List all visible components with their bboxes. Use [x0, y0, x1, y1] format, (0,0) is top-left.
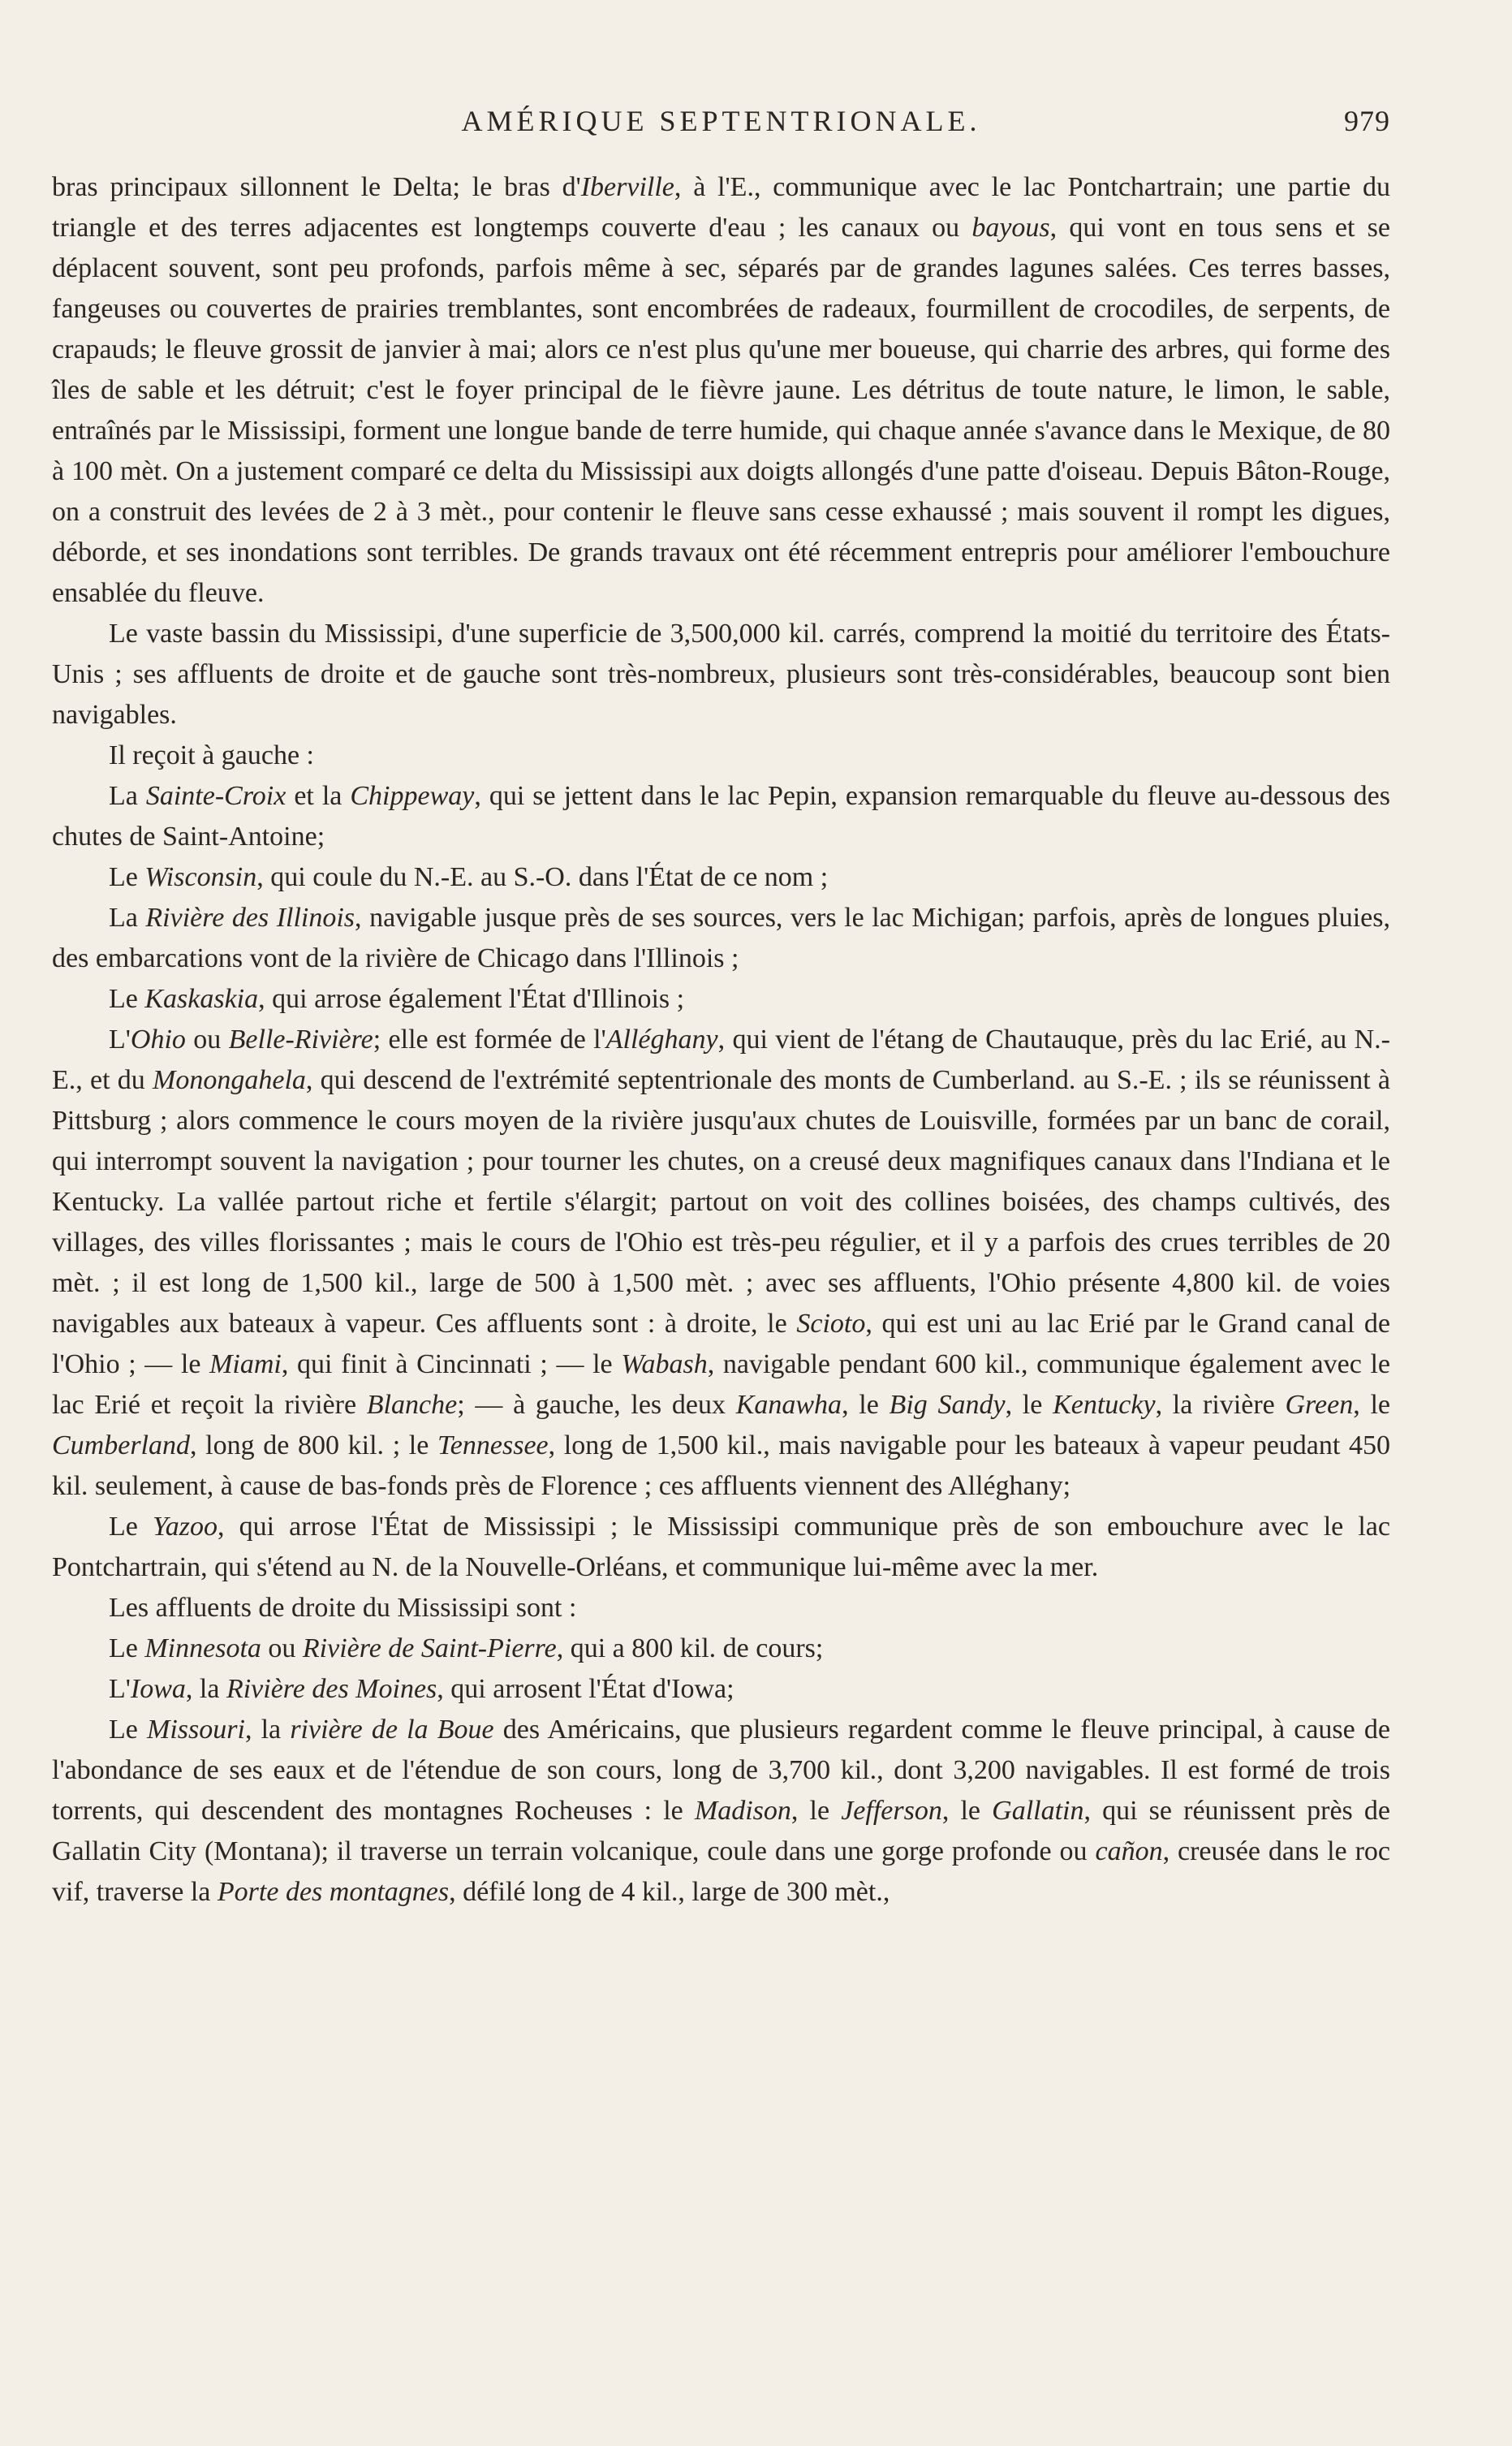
paragraph: La Rivière des Illinois, navigable jusque près de ses sources, vers le lac Michigan; parfois, après de longues pluies, des embarcations vont de la rivière de Chicago dans l'Illinois ;: [52, 903, 1391, 973]
italic-term: Rivière de Saint-Pierre: [302, 1633, 557, 1663]
italic-term: Belle-Rivière: [228, 1025, 373, 1055]
paragraph: Il reçoit à gauche :: [109, 740, 314, 770]
italic-term: Kaskaskia: [144, 984, 259, 1014]
italic-term: Rivière des Moines: [226, 1674, 437, 1704]
italic-term: Monongahela: [153, 1065, 306, 1095]
paragraph: Les affluents de droite du Mississipi sont :: [109, 1593, 577, 1623]
italic-term: Chippeway: [350, 781, 475, 811]
italic-term: Minnesota: [144, 1633, 261, 1663]
italic-term: Ohio: [130, 1025, 186, 1055]
paragraph: Le Minnesota ou Rivière de Saint-Pierre, qui a 800 kil. de cours;: [109, 1633, 824, 1663]
paragraph: Le Wisconsin, qui coule du N.-E. au S.-O. dans l'État de ce nom ;: [109, 862, 829, 892]
italic-term: rivière de la Boue: [290, 1715, 494, 1745]
italic-term: Madison: [694, 1796, 791, 1826]
italic-term: Tennessee: [437, 1430, 549, 1460]
italic-term: Scioto: [796, 1309, 866, 1339]
italic-term: cañon: [1095, 1836, 1163, 1866]
italic-term: Wisconsin: [144, 862, 257, 892]
page-number: 979: [1344, 105, 1390, 137]
paragraph: Le vaste bassin du Mississipi, d'une superficie de 3,500,000 kil. carrés, comprend la moitié du territoire des États-Unis ; ses affluents de droite et de gauche sont très-nombreux, plusieurs sont très-considérables, beaucoup sont bien navigables.: [52, 619, 1390, 730]
italic-term: Gallatin: [992, 1796, 1084, 1826]
paragraph: Le Kaskaskia, qui arrose également l'État d'Illinois ;: [109, 984, 685, 1014]
italic-term: Green: [1285, 1390, 1354, 1420]
italic-term: bayous: [971, 213, 1050, 243]
paragraph: bras principaux sillonnent le Delta; le bras d'Iberville, à l'E., communique avec le lac Pontchartrain; une partie du triangle et des terres adjacentes est longtemps couverte d'eau ; les canaux ou bayous, qui vont en tous sens et se déplacent souvent, sont peu profonds, parfois même à sec, séparés par de grandes lagunes salées. Ces terres basses, fangeuses ou couvertes de prairies tremblantes, sont encombrées de radeaux, fourmillent de crocodiles, de serpents, de crapauds; le fleuve grossit de janvier à mai; alors ce n'est plus qu'une mer boueuse, qui charrie des arbres, qui forme des îles de sable et les détruit; c'est le foyer principal de le fièvre jaune. Les détritus de toute nature, le limon, le sable, entraînés par le Mississipi, forment une longue bande de terre humide, qui chaque année s'avance dans le Mexique, de 80 à 100 mèt. On a justement comparé ce delta du Mississipi aux doigts allongés d'une patte d'oiseau. Depuis Bâton-Rouge, on a construit des levées de 2 à 3 mèt., pour contenir le fleuve sans cesse exhaussé ; mais souvent il rompt les digues, déborde, et ses inondations sont terribles. De grands travaux ont été récemment entrepris pour améliorer l'embouchure ensablée du fleuve.: [52, 172, 1390, 608]
italic-term: Blanche: [366, 1390, 458, 1420]
italic-term: Porte des montagnes: [217, 1877, 450, 1907]
italic-term: Iowa: [130, 1674, 186, 1704]
italic-term: Jefferson: [841, 1796, 942, 1826]
italic-term: Iberville: [580, 172, 674, 202]
paragraph: La Sainte-Croix et la Chippeway, qui se jettent dans le lac Pepin, expansion remarquable du fleuve au-dessous des chutes de Saint-Antoine;: [52, 781, 1391, 852]
paragraph: Le Yazoo, qui arrose l'État de Mississipi ; le Mississipi communique près de son embouchure avec le lac Pontchartrain, qui s'étend au N. de la Nouvelle-Orléans, et communique lui-même avec la mer.: [52, 1512, 1390, 1582]
paragraph: Le Missouri, la rivière de la Boue des Américains, que plusieurs regardent comme le fleuve principal, à cause de l'abondance de ses eaux et de l'étendue de son cours, long de 3,700 kil., dont 3,200 navigables. Il est formé de trois torrents, qui descendent des montagnes Rocheuses : le Madison, le Jefferson, le Gallatin, qui se réunissent près de Gallatin City (Montana); il traverse un terrain volcanique, coule dans une gorge profonde ou cañon, creusée dans le roc vif, traverse la Porte des montagnes, défilé long de 4 kil., large de 300 mèt.,: [52, 1715, 1391, 1907]
body-text: [52, 167, 1390, 1913]
italic-term: Alléghany: [605, 1025, 718, 1055]
italic-term: Yazoo: [152, 1512, 218, 1542]
italic-term: Miami: [209, 1349, 282, 1379]
italic-term: Cumberland: [52, 1430, 190, 1460]
page-header: [52, 96, 1390, 145]
italic-term: Sainte-Croix: [145, 781, 286, 811]
italic-term: Kanawha: [735, 1390, 842, 1420]
running-title: AMÉRIQUE SEPTENTRIONALE.: [461, 105, 981, 137]
italic-term: Kentucky: [1053, 1390, 1156, 1420]
italic-term: Big Sandy: [889, 1390, 1006, 1420]
paragraph: L'Iowa, la Rivière des Moines, qui arrosent l'État d'Iowa;: [109, 1674, 734, 1704]
italic-term: Wabash: [621, 1349, 708, 1379]
italic-term: Rivière des Illinois: [145, 903, 355, 933]
italic-term: Missouri: [147, 1715, 245, 1745]
paragraph: L'Ohio ou Belle-Rivière; elle est formée de l'Alléghany, qui vient de l'étang de Chautauque, près du lac Erié, au N.-E., et du Monongahela, qui descend de l'extrémité septentrionale des monts de Cumberland. au S.-E. ; ils se réunissent à Pittsburg ; alors commence le cours moyen de la rivière jusqu'aux chutes de Louisville, formées par un banc de corail, qui interrompt souvent la navigation ; pour tourner les chutes, on a creusé deux magnifiques canaux dans l'Indiana et le Kentucky. La vallée partout riche et fertile s'élargit; partout on voit des collines boisées, des champs cultivés, des villages, des villes florissantes ; mais le cours de l'Ohio est très-peu régulier, et il y a parfois des crues terribles de 20 mèt. ; il est long de 1,500 kil., large de 500 à 1,500 mèt. ; avec ses affluents, l'Ohio présente 4,800 kil. de voies navigables aux bateaux à vapeur. Ces affluents sont : à droite, le Scioto, qui est uni au lac Erié par le Grand canal de l'Ohio ; — le Miami, qui finit à Cincinnati ; — le Wabash, navigable pendant 600 kil., communique également avec le lac Erié et reçoit la rivière Blanche; — à gauche, les deux Kanawha, le Big Sandy, le Kentucky, la rivière Green, le Cumberland, long de 800 kil. ; le Tennessee, long de 1,500 kil., mais navigable pour les bateaux à vapeur peudant 450 kil. seulement, à cause de bas-fonds près de Florence ; ces affluents viennent des Alléghany;: [52, 1025, 1391, 1501]
